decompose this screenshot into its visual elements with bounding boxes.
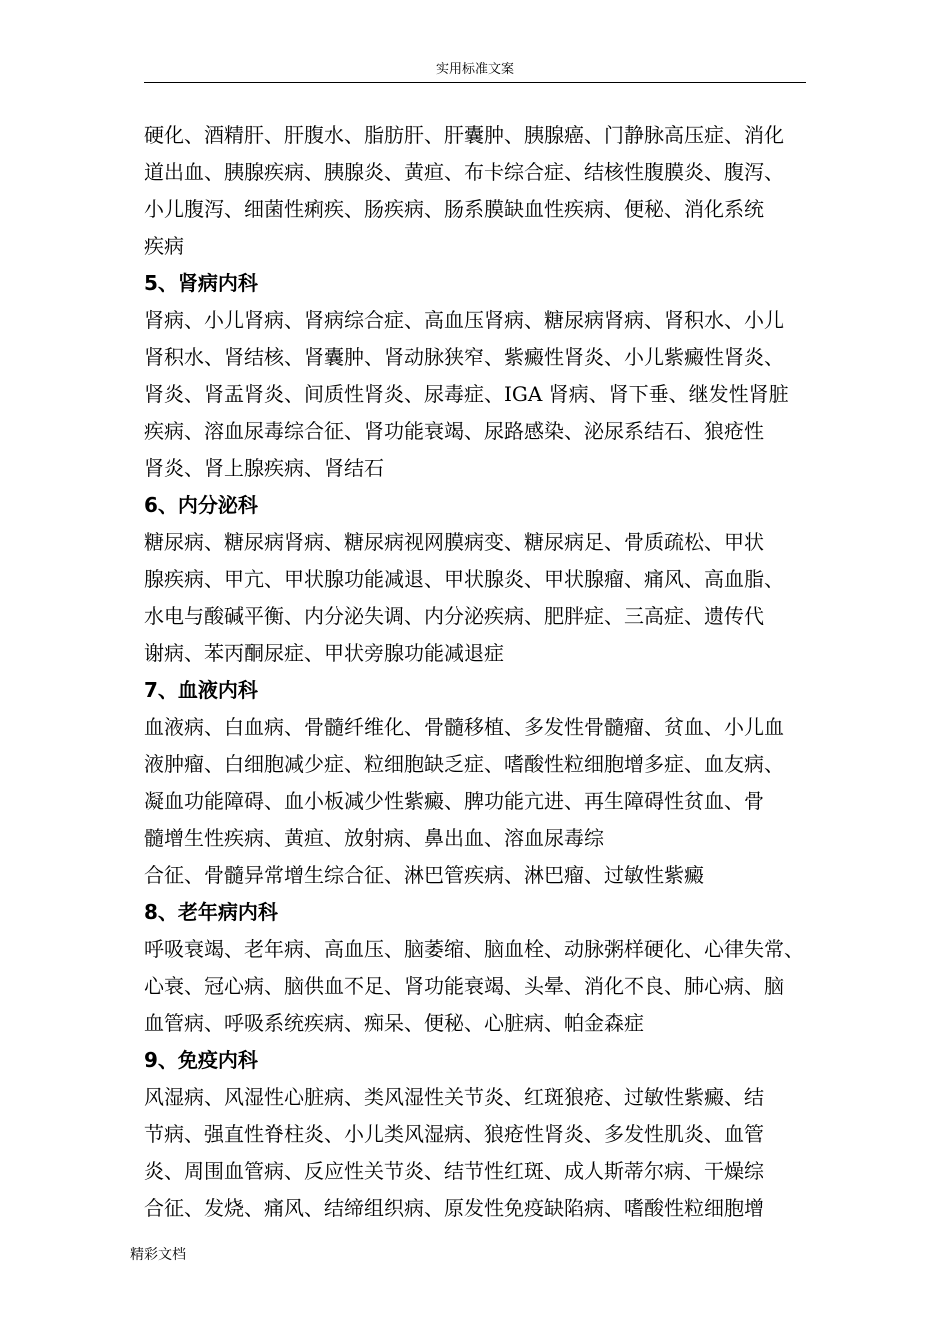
body-text-line: 髓增生性疾病、黄疸、放射病、鼻出血、溶血尿毒综 (144, 826, 604, 850)
body-text-line: 硬化、酒精肝、肝腹水、脂肪肝、肝囊肿、胰腺癌、门静脉高压症、消化 (144, 123, 784, 147)
body-text-line: 呼吸衰竭、老年病、高血压、脑萎缩、脑血栓、动脉粥样硬化、心律失常、 (144, 937, 804, 961)
section-heading: 9、免疫内科 (144, 1048, 258, 1072)
body-text-line: 风湿病、风湿性心脏病、类风湿性关节炎、红斑狼疮、过敏性紫癜、结 (144, 1085, 764, 1109)
body-text-line: 糖尿病、糖尿病肾病、糖尿病视网膜病变、糖尿病足、骨质疏松、甲状 (144, 530, 764, 554)
body-text-line: 血液病、白血病、骨髓纤维化、骨髓移植、多发性骨髓瘤、贫血、小儿血 (144, 715, 784, 739)
body-text-line: 节病、强直性脊柱炎、小儿类风湿病、狼疮性肾炎、多发性肌炎、血管 (144, 1122, 764, 1146)
page-header: 实用标准文案 (435, 62, 514, 77)
body-text-line: 疾病、溶血尿毒综合征、肾功能衰竭、尿路感染、泌尿系结石、狼疮性 (144, 419, 764, 443)
body-text-line: 疾病 (144, 234, 184, 258)
body-text-line: 心衰、冠心病、脑供血不足、肾功能衰竭、头晕、消化不良、肺心病、脑 (144, 974, 784, 998)
body-text-line: 谢病、苯丙酮尿症、甲状旁腺功能减退症 (144, 641, 504, 665)
body-text-line: 肾病、小儿肾病、肾病综合症、高血压肾病、糖尿病肾病、肾积水、小儿 (144, 308, 784, 332)
body-text-line: 腺疾病、甲亢、甲状腺功能减退、甲状腺炎、甲状腺瘤、痛风、高血脂、 (144, 567, 784, 591)
body-text-line: 合征、发烧、痛风、结缔组织病、原发性免疫缺陷病、嗜酸性粒细胞增 (144, 1196, 764, 1220)
body-text-line: 水电与酸碱平衡、内分泌失调、内分泌疾病、肥胖症、三高症、遗传代 (144, 604, 764, 628)
page-footer: 精彩文档 (130, 1247, 186, 1263)
body-text-line: 液肿瘤、白细胞减少症、粒细胞缺乏症、嗜酸性粒细胞增多症、血友病、 (144, 752, 784, 776)
document-body (144, 117, 824, 1227)
body-text-line: 凝血功能障碍、血小板减少性紫癜、脾功能亢进、再生障碍性贫血、骨 (144, 789, 764, 813)
body-text-line: 小儿腹泻、细菌性痢疾、肠疾病、肠系膜缺血性疾病、便秘、消化系统 (144, 197, 764, 221)
body-text-line: 肾炎、肾上腺疾病、肾结石 (144, 456, 384, 480)
section-heading: 6、内分泌科 (144, 493, 258, 517)
body-text-line: 道出血、胰腺疾病、胰腺炎、黄疸、布卡综合症、结核性腹膜炎、腹泻、 (144, 160, 784, 184)
header-divider (144, 82, 806, 83)
body-text-line: 肾积水、肾结核、肾囊肿、肾动脉狭窄、紫癜性肾炎、小儿紫癜性肾炎、 (144, 345, 784, 369)
body-text-line: 肾炎、肾盂肾炎、间质性肾炎、尿毒症、IGA 肾病、肾下垂、继发性肾脏 (144, 382, 789, 406)
section-heading: 8、老年病内科 (144, 900, 278, 924)
body-text-line: 炎、周围血管病、反应性关节炎、结节性红斑、成人斯蒂尔病、干燥综 (144, 1159, 764, 1183)
body-text-line: 合征、骨髓异常增生综合征、淋巴管疾病、淋巴瘤、过敏性紫癜 (144, 863, 704, 887)
body-text-line: 血管病、呼吸系统疾病、痴呆、便秘、心脏病、帕金森症 (144, 1011, 644, 1035)
section-heading: 5、肾病内科 (144, 271, 258, 295)
section-heading: 7、血液内科 (144, 678, 258, 702)
